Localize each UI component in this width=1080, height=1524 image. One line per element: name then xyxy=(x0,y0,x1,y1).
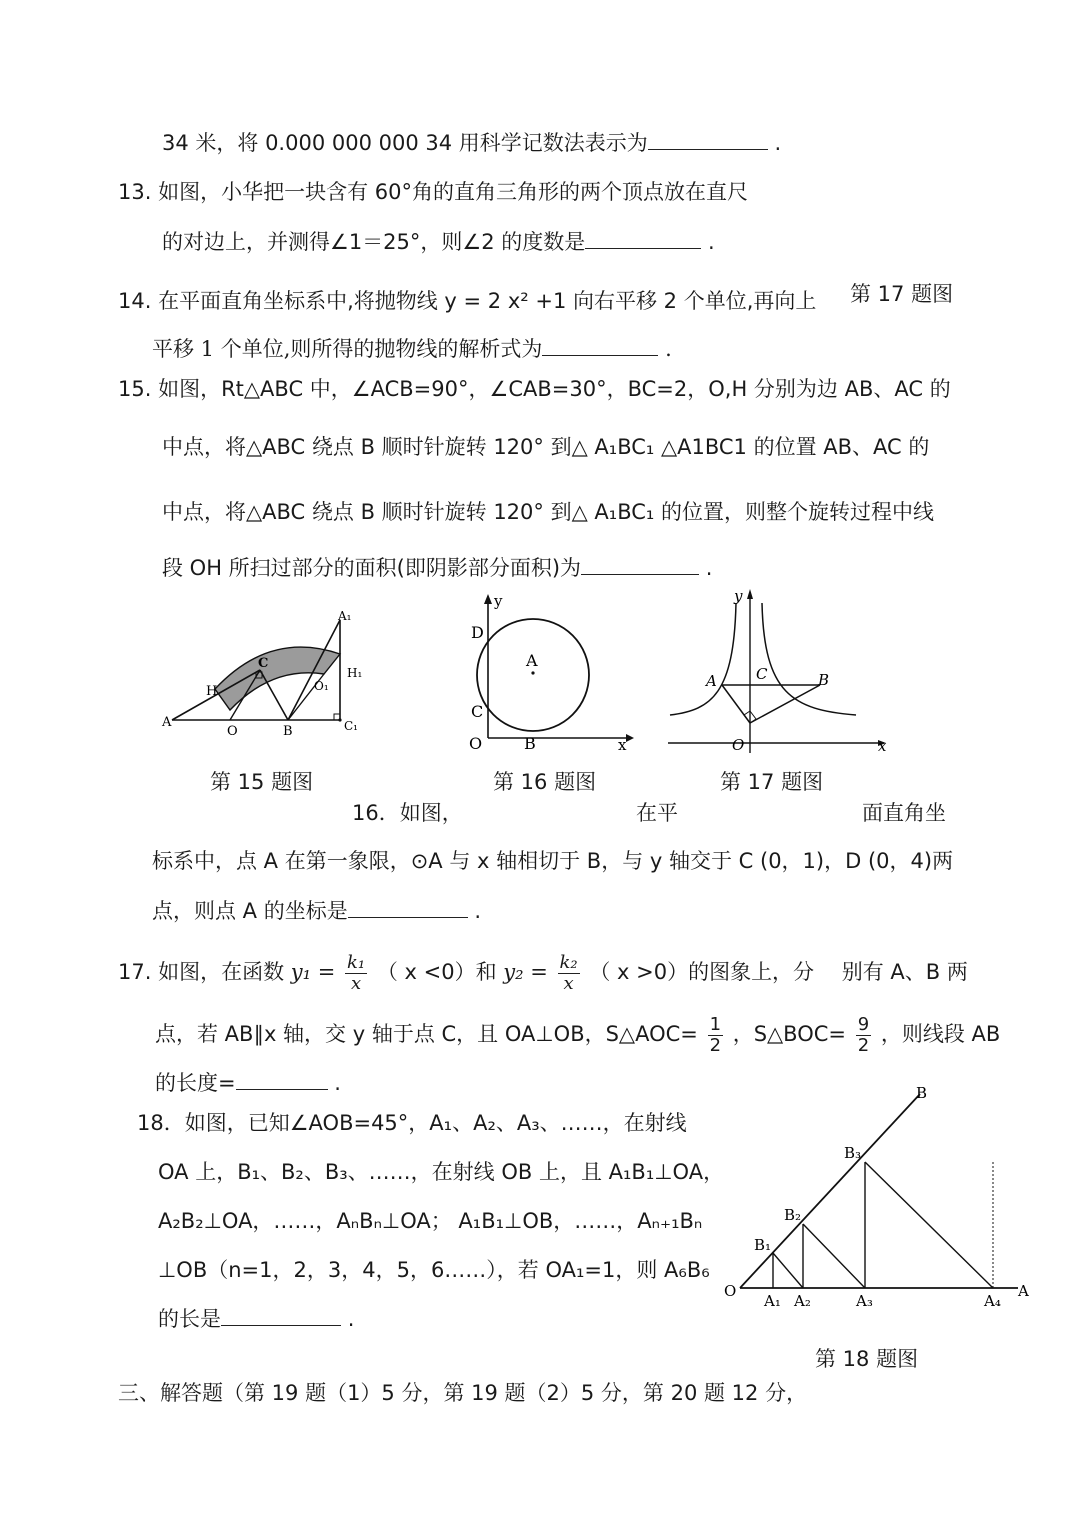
fig16-caption: 第 16 题图 xyxy=(493,770,597,794)
q17-period: . xyxy=(334,1071,341,1095)
fig15-caption: 第 15 题图 xyxy=(210,770,314,794)
figure-17 xyxy=(662,585,892,755)
fig15-label-A: A xyxy=(162,715,172,730)
q17-text-b: ，S△BOC= xyxy=(732,1022,847,1046)
fig18-label-B3: B₃ xyxy=(844,1144,862,1162)
q17-line3 xyxy=(155,1068,341,1098)
fig15-label-C1: C₁ xyxy=(344,719,358,733)
q14-line2 xyxy=(152,334,672,364)
q17-aoc-num: 1 xyxy=(709,1013,722,1035)
fig17-label-y: y xyxy=(734,587,743,605)
fig15-label-A1: A₁ xyxy=(338,609,352,623)
q13-statement: 的对边上，并测得∠1＝25°，则∠2 的度数是 xyxy=(162,230,586,254)
q15-answer-blank[interactable] xyxy=(581,554,699,575)
q14-period: . xyxy=(665,337,672,361)
q12-answer-blank[interactable] xyxy=(648,129,768,150)
q17-k1: k₁ xyxy=(347,951,366,973)
q17-answer-blank[interactable] xyxy=(236,1069,328,1090)
fig18-label-A: A xyxy=(1018,1282,1029,1300)
q17-y2: y₂ = xyxy=(503,960,548,984)
fig18-label-O: O xyxy=(724,1282,737,1300)
q18-statement: 的长是 xyxy=(158,1307,221,1331)
q17-text-a: 点，若 AB∥x 轴，交 y 轴于点 C，且 OA⊥OB，S△AOC= xyxy=(155,1022,698,1046)
fig16-label-B: B xyxy=(524,734,536,753)
q14-line1: 14. 在平面直角坐标系中,将抛物线 y = 2 x² +1 向右平移 2 个单位,再向上 xyxy=(118,289,817,313)
q17-x2: x xyxy=(563,972,574,994)
fig17-left-curve xyxy=(670,603,736,715)
q18-answer-blank[interactable] xyxy=(221,1305,341,1326)
q16-line2: 标系中，点 A 在第一象限，⊙A 与 x 轴相切于 B，与 y 轴交于 C (0，1)，D (0，4)两 xyxy=(152,849,954,873)
fig18-label-A2: A₂ xyxy=(794,1292,811,1310)
figure-18 xyxy=(718,1082,1038,1322)
fig17-caption: 第 17 题图 xyxy=(720,770,824,794)
q17-y1: y₁ = xyxy=(290,960,336,984)
q17-x1: x xyxy=(351,972,362,994)
fig15-label-O: O xyxy=(227,724,238,739)
q17-frac-boc xyxy=(856,1015,871,1056)
figure-16 xyxy=(466,590,636,755)
figure-15 xyxy=(160,608,380,753)
q12-period: . xyxy=(774,131,782,155)
fig16-label-x: x xyxy=(618,736,627,754)
q15-statement: 段 OH 所扫过部分的面积(即阴影部分面积)为 xyxy=(162,556,582,580)
fig17-label-O: O xyxy=(732,736,745,754)
q17-aoc-den: 2 xyxy=(709,1034,722,1056)
fig15-label-O1: O₁ xyxy=(314,679,329,693)
q13-line2 xyxy=(162,227,715,257)
q17-text-c: ，则线段 AB xyxy=(880,1022,1001,1046)
q18-line5 xyxy=(158,1304,354,1334)
q17-frac-k2 xyxy=(558,953,580,994)
fig16-label-y: y xyxy=(494,592,503,610)
q15-line3: 中点，将△ABC 绕点 B 顺时针旋转 120° 到△ A₁BC₁ 的位置，则整个旋转过程中线 xyxy=(162,500,934,524)
fig18-caption: 第 18 题图 xyxy=(815,1347,919,1371)
fig16-label-C: C xyxy=(471,702,484,721)
fig18-label-A3: A₃ xyxy=(856,1292,873,1310)
q17-boc-den: 2 xyxy=(857,1034,870,1056)
q13-line1: 13. 如图，小华把一块含有 60°角的直角三角形的两个顶点放在直尺 xyxy=(118,180,748,204)
q13-period: . xyxy=(707,230,715,254)
q17-boc-num: 9 xyxy=(857,1013,870,1035)
fig15-label-C: C xyxy=(258,656,269,671)
q18-line4: ⊥OB（n=1，2，3，4，5，6……），若 OA₁=1，则 A₆B₆ xyxy=(158,1258,710,1282)
q14-answer-blank[interactable] xyxy=(542,335,658,356)
q14-fig17-caption-top: 第 17 题图 xyxy=(850,282,954,306)
fig16-label-A: A xyxy=(526,651,538,670)
fig17-right-curve xyxy=(762,603,856,715)
fig15-label-H: H xyxy=(206,684,218,699)
q15-line1: 15. 如图，Rt△ABC 中，∠ACB=90°，∠CAB=30°，BC=2，O,H 分别为边 AB、AC 的 xyxy=(118,377,951,401)
q14-statement: 平移 1 个单位,则所得的抛物线的解析式为 xyxy=(152,337,543,361)
q18-line1: 18．如图，已知∠AOB=45°，A₁、A₂、A₃、……，在射线 xyxy=(137,1111,687,1135)
q16-line3 xyxy=(152,896,481,926)
q13-answer-blank[interactable] xyxy=(585,228,701,249)
q12-statement: 34 米，将 0.000 000 000 34 用科学记数法表示为 xyxy=(162,131,648,155)
fig16-label-O: O xyxy=(469,734,483,753)
fig16-label-D: D xyxy=(471,623,484,642)
q15-line4 xyxy=(162,553,712,583)
q18-line3: A₂B₂⊥OA，……，AₙBₙ⊥OA； A₁B₁⊥OB，……，Aₙ₊₁Bₙ xyxy=(158,1209,703,1233)
fig18-label-A1: A₁ xyxy=(764,1292,781,1310)
q18-line2: OA 上，B₁、B₂、B₃、……，在射线 OB 上，且 A₁B₁⊥OA， xyxy=(158,1160,725,1184)
q16-period: . xyxy=(474,899,482,923)
q15-period: . xyxy=(705,556,713,580)
q17-frac-k1 xyxy=(345,953,367,994)
q17-k2: k₂ xyxy=(559,951,578,973)
fig17-label-x: x xyxy=(878,737,887,755)
q17-frac-aoc xyxy=(708,1015,723,1056)
q15-line2: 中点，将△ABC 绕点 B 顺时针旋转 120° 到△ A₁BC₁ △A1BC1 的位置 AB、AC 的 xyxy=(162,435,930,459)
fig17-label-A: A xyxy=(706,672,717,690)
q16-statement: 点，则点 A 的坐标是 xyxy=(152,899,348,923)
fig15-label-B: B xyxy=(283,724,293,739)
fig17-label-C: C xyxy=(756,665,768,683)
section3-heading: 三、解答题（第 19 题（1）5 分，第 19 题（2）5 分，第 20 题 12 分， xyxy=(118,1381,808,1405)
q16-answer-blank[interactable] xyxy=(348,897,468,918)
q16-fragment-b: 在平 xyxy=(636,801,678,825)
fig18-label-B1: B₁ xyxy=(754,1236,772,1254)
q17-lead: 17. 如图，在函数 xyxy=(118,960,285,984)
q17-line1 xyxy=(118,950,968,994)
q17-cond1: （ x <0）和 xyxy=(376,960,497,984)
q17-line2 xyxy=(155,1012,1000,1056)
fig17-label-B: B xyxy=(818,671,830,689)
q17-statement: 的长度= xyxy=(155,1071,236,1095)
fig18-label-B2: B₂ xyxy=(784,1206,802,1224)
q18-period: . xyxy=(347,1307,355,1331)
q17-cond2: （ x >0）的图象上，分 别有 A、B 两 xyxy=(589,960,968,984)
q16-line1 xyxy=(352,798,962,828)
fig15-label-H1: H₁ xyxy=(347,666,363,680)
fig18-label-A4: A₄ xyxy=(984,1292,1001,1310)
q12-text xyxy=(162,128,781,158)
q16-fragment-c: 面直角坐 xyxy=(862,801,946,825)
fig18-label-B: B xyxy=(916,1084,928,1102)
q16-lead: 16．如图， xyxy=(352,801,463,825)
